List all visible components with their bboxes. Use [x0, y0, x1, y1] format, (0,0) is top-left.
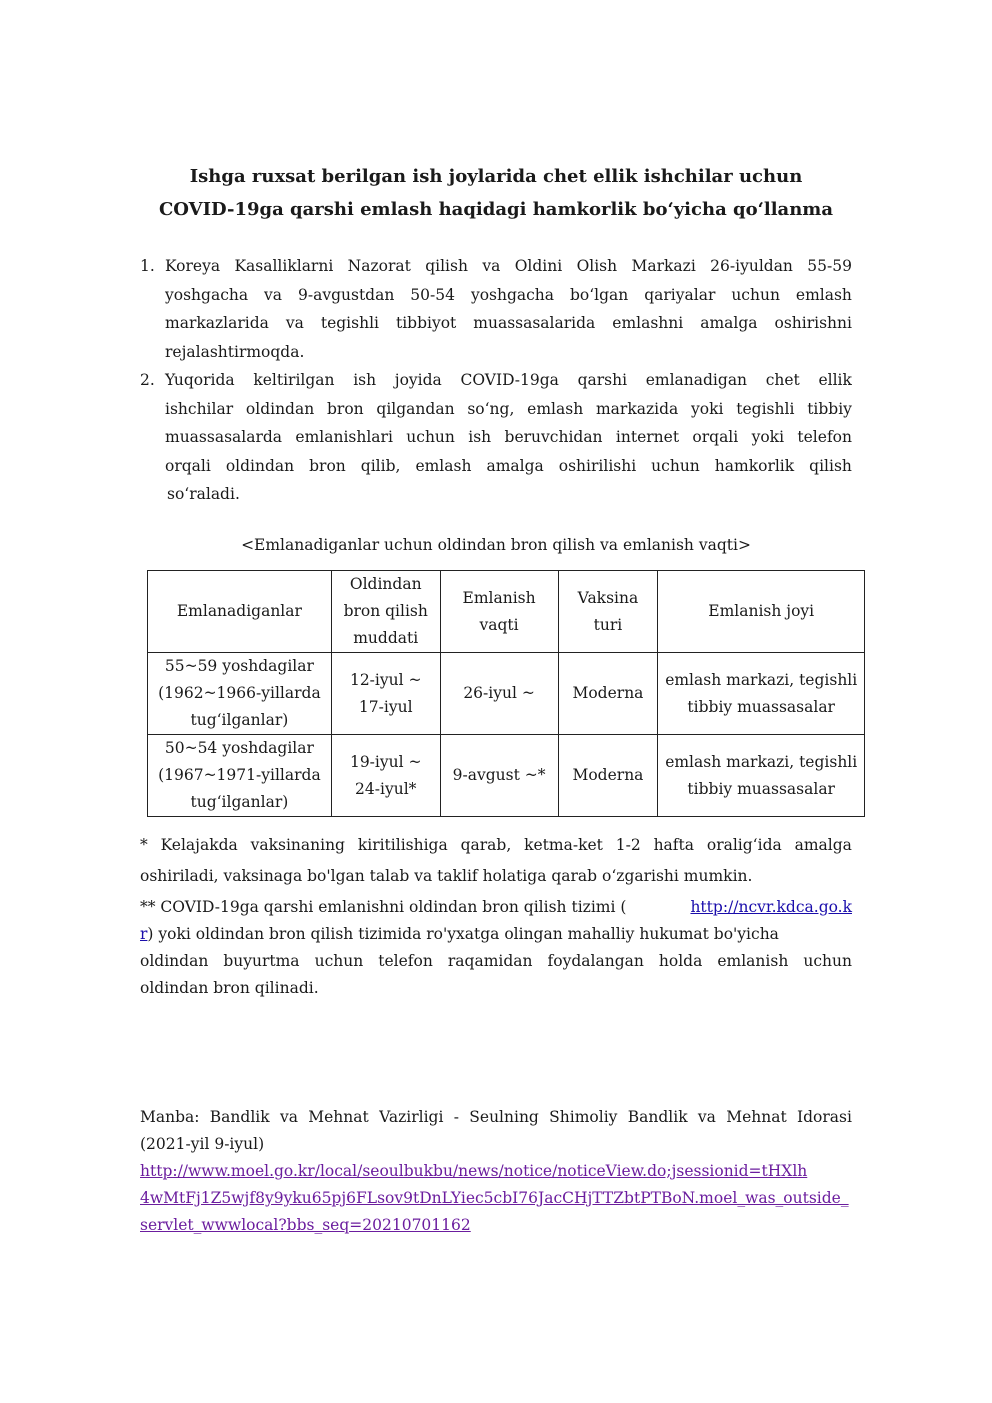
list-line: Koreya Kasalliklarni Nazorat qilish va Oldini Olish Markazi 26-iyuldan 55-59 [165, 257, 852, 275]
list-item-2 [140, 366, 852, 509]
list-item-1 [140, 252, 852, 366]
footnote-text: oldindan buyurtma uchun telefon raqamidan foydalangan holda emlanish uchun [140, 952, 852, 970]
table-caption: <Emlanadiganlar uchun oldindan bron qilish va emlanish vaqti> [241, 536, 751, 554]
list-line: rejalashtirmoqda. [165, 342, 305, 361]
footnote-text: ) yoki oldindan bron qilish tizimida ro'yxatga olingan mahalliy hukumat bo'yicha [147, 925, 779, 943]
header-cell: Emlanadiganlar [148, 571, 332, 653]
list-line: so‘raladi. [167, 485, 240, 503]
table-cell: 50~54 yoshdagilar (1967~1971-yillarda tug‘ilganlar) [148, 735, 332, 817]
table-cell: 19-iyul ~ 24-iyul* [331, 735, 440, 817]
source-block [140, 1104, 852, 1239]
list-number: 1. [140, 257, 155, 275]
list-line: muassasalarda emlanishlari uchun ish beruvchidan internet orqali yoki telefon [165, 428, 852, 446]
table-cell: 26-iyul ~ [440, 653, 558, 735]
table-cell: Moderna [558, 653, 658, 735]
list-line: orqali oldindan bron qilib, emlash amalga oshirilishi uchun hamkorlik qilish [165, 456, 852, 475]
title-line-2: COVID-19ga qarshi emlash haqidagi hamkorlik bo‘yicha qo‘llanma [158, 199, 833, 220]
table-row [148, 653, 865, 735]
title-line-1: Ishga ruxsat berilgan ish joylarida chet ellik ishchilar uchun [189, 166, 803, 187]
table-header-row [148, 571, 865, 653]
table-cell: 12-iyul ~ 17-iyul [331, 653, 440, 735]
header-cell: Emlanish vaqti [440, 571, 558, 653]
document-title [140, 160, 852, 226]
source-date: (2021-yil 9-iyul) [140, 1135, 265, 1153]
footnote-text: ** COVID-19ga qarshi emlanishni oldindan bron qilish tizimi ( [140, 898, 627, 916]
ncvr-link[interactable]: http://ncvr.kdca.go.k [690, 898, 852, 916]
header-cell: Emlanish joyi [658, 571, 865, 653]
table-cell: Moderna [558, 735, 658, 817]
numbered-list [140, 252, 852, 509]
header-cell: Oldindan bron qilish muddati [331, 571, 440, 653]
footnote-2 [140, 894, 852, 1002]
header-cell: Vaksina turi [558, 571, 658, 653]
list-line: ishchilar oldindan bron qilgandan so‘ng, emlash markazida yoki tegishli tibbiy [165, 399, 852, 418]
footnote-1 [140, 830, 852, 892]
source-link-continued[interactable]: servlet_wwwlocal?bbs_seq=20210701162 [140, 1216, 471, 1234]
footnote-text: oldindan bron qilinadi. [140, 979, 319, 997]
table-row [148, 735, 865, 817]
source-link-continued[interactable]: 4wMtFj1Z5wjf8y9yku65pj6FLsov9tDnLYiec5cbI76JacCHjTTZbtPTBoN.moel_was_outside_ [140, 1189, 849, 1207]
ncvr-link-continued[interactable]: r [140, 925, 148, 943]
footnote-text: oshiriladi, vaksinaga bo'lgan talab va taklif holatiga qarab o‘zgarishi mumkin. [140, 867, 753, 885]
vaccination-schedule-table [147, 570, 865, 817]
table-cell: 9-avgust ~* [440, 735, 558, 817]
list-number: 2. [140, 371, 155, 389]
list-line: markazlarida va tegishli tibbiyot muassasalarida emlashni amalga oshirishni [165, 314, 852, 332]
footnotes [140, 830, 852, 1002]
source-link[interactable]: http://www.moel.go.kr/local/seoulbukbu/news/notice/noticeView.do;jsessionid=tHXlh [140, 1162, 808, 1180]
table-cell: emlash markazi, tegishli tibbiy muassasalar [658, 735, 865, 817]
table-cell: 55~59 yoshdagilar (1962~1966-yillarda tug‘ilganlar) [148, 653, 332, 735]
list-line: yoshgacha va 9-avgustdan 50-54 yoshgacha bo‘lgan qariyalar uchun emlash [165, 285, 852, 304]
table-cell: emlash markazi, tegishli tibbiy muassasalar [658, 653, 865, 735]
list-line: Yuqorida keltirilgan ish joyida COVID-19ga qarshi emlanadigan chet ellik [165, 371, 852, 389]
source-text: Manba: Bandlik va Mehnat Vazirligi - Seulning Shimoliy Bandlik va Mehnat Idorasi [140, 1108, 852, 1126]
footnote-text: * Kelajakda vaksinaning kiritilishiga qarab, ketma-ket 1-2 hafta oralig‘ida amalga [140, 836, 852, 854]
